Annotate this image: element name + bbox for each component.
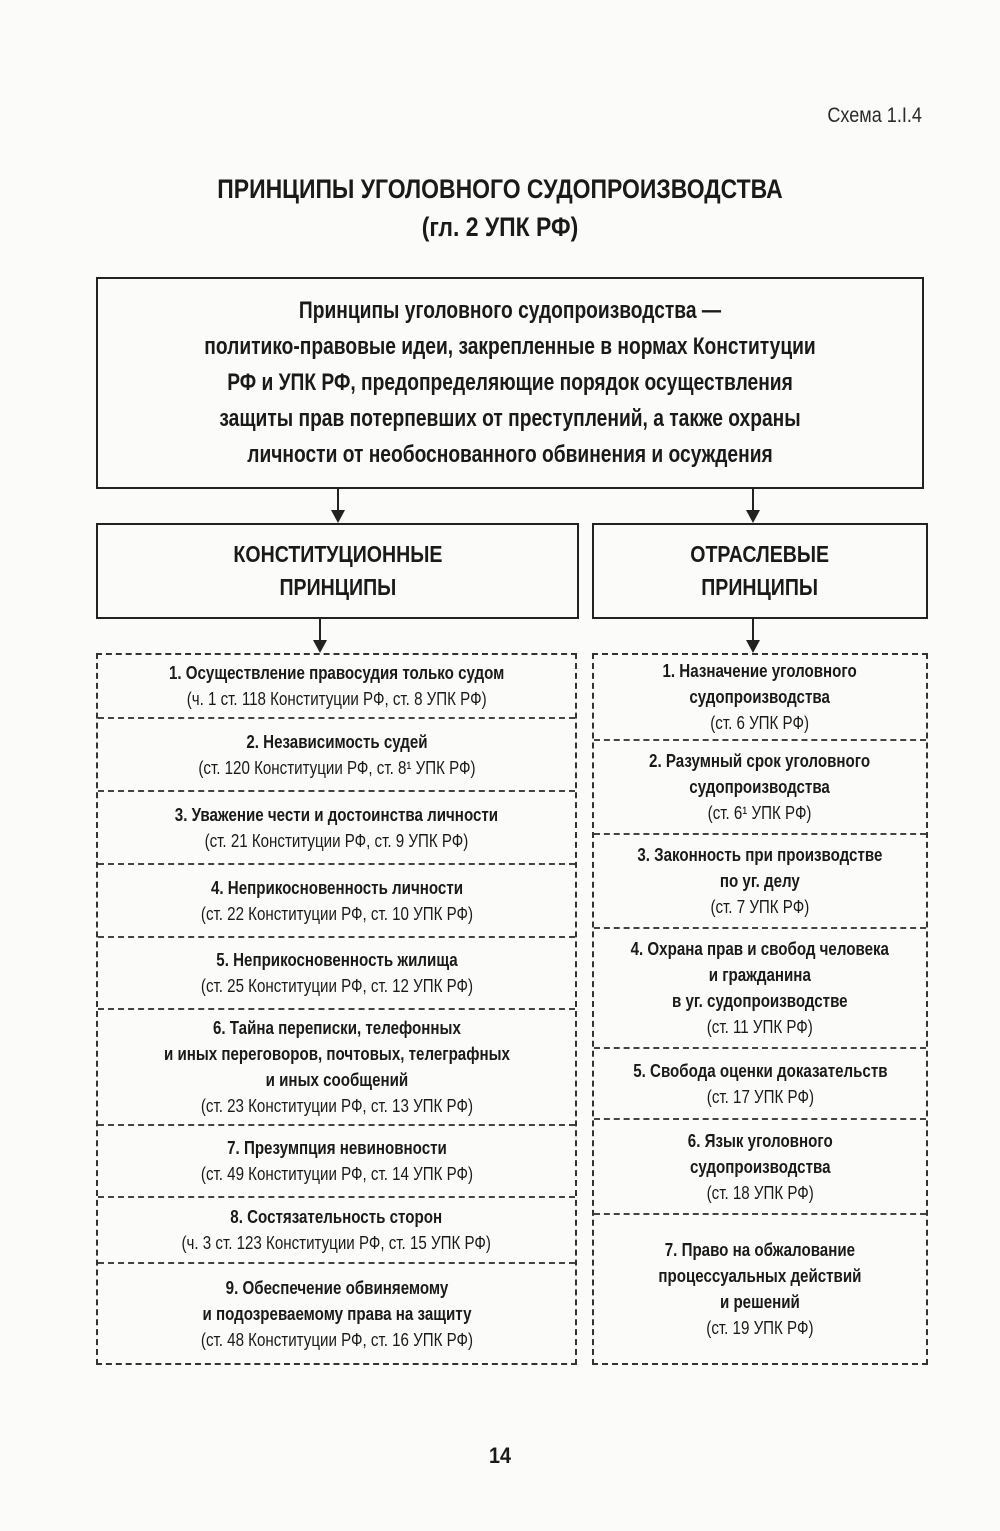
- principle-title: судопроизводства: [689, 1156, 831, 1177]
- sectoral-heading: [691, 538, 830, 604]
- principle-content: [658, 1237, 861, 1341]
- title-line-2: (гл. 2 УПК РФ): [421, 212, 579, 242]
- principle-title: в уг. судопроизводстве: [672, 991, 848, 1011]
- principle-reference: (ст. 23 Конституции РФ, ст. 13 УПК РФ): [200, 1096, 473, 1116]
- principle-item: [594, 929, 926, 1049]
- principle-content: [175, 802, 498, 854]
- principle-item: [594, 741, 926, 835]
- scheme-label: Схема 1.I.4: [827, 104, 922, 127]
- principle-item: [98, 1010, 575, 1126]
- principle-title: 1. Осуществление правосудия только судом: [168, 663, 505, 683]
- principle-item: [98, 865, 575, 938]
- principle-title: 2. Разумный срок уголовного: [649, 751, 871, 771]
- principle-item: [98, 1126, 575, 1198]
- principle-reference: (ст. 21 Конституции РФ, ст. 9 УПК РФ): [204, 830, 469, 851]
- principle-title: процессуальных действий: [658, 1266, 862, 1286]
- principle-title: 8. Состязательность сторон: [230, 1207, 443, 1227]
- principle-title: и иных сообщений: [265, 1070, 408, 1090]
- principle-item: [594, 1120, 926, 1215]
- page-number: 14: [488, 1443, 512, 1468]
- heading-line: ПРИНЦИПЫ: [279, 574, 396, 600]
- principle-title: 9. Обеспечение обвиняемому: [225, 1277, 448, 1298]
- principle-title: 5. Неприкосновенность жилища: [215, 950, 458, 970]
- principle-item: [594, 655, 926, 741]
- heading-line: ОТРАСЛЕВЫЕ: [690, 541, 830, 567]
- principle-content: [198, 729, 475, 781]
- principle-content: [688, 1128, 833, 1206]
- definition-line: политико-правовые идеи, закрепленные в нормах Конституции: [204, 333, 816, 360]
- principle-content: [200, 947, 472, 999]
- principle-title: и гражданина: [708, 965, 812, 985]
- principle-title: 3. Уважение чести и достоинства личности: [174, 804, 499, 825]
- principle-content: [200, 1275, 472, 1353]
- principle-reference: (ст. 6 УПК РФ): [710, 713, 810, 733]
- principle-content: [169, 660, 504, 712]
- principle-content: [649, 748, 870, 826]
- principle-item: [594, 1215, 926, 1363]
- principle-title: 7. Презумпция невиновности: [226, 1138, 447, 1158]
- principle-content: [637, 842, 882, 920]
- principle-title: 1. Назначение уголовного: [662, 661, 858, 681]
- principle-item: [594, 835, 926, 929]
- principle-item: [594, 1049, 926, 1120]
- definition-box: [96, 277, 924, 489]
- principle-title: 4. Охрана прав и свобод человека: [630, 939, 890, 959]
- principle-title: 6. Тайна переписки, телефонных: [212, 1018, 461, 1038]
- definition-line: защиты прав потерпевших от преступлений, а также охраны: [219, 405, 801, 432]
- principle-reference: (ст. 7 УПК РФ): [710, 897, 810, 917]
- definition-text: [138, 293, 882, 473]
- principle-reference: (ч. 1 ст. 118 Конституции РФ, ст. 8 УПК РФ): [186, 689, 487, 709]
- principle-item: [98, 719, 575, 792]
- principle-content: [200, 875, 472, 927]
- heading-line: КОНСТИТУЦИОННЫЕ: [233, 541, 442, 567]
- constitutional-principles-list: [96, 653, 577, 1365]
- principle-reference: (ст. 19 УПК РФ): [706, 1318, 814, 1338]
- title-line-1: ПРИНЦИПЫ УГОЛОВНОГО СУДОПРОИЗВОДСТВА: [217, 174, 783, 204]
- principle-title: и решений: [720, 1292, 800, 1312]
- diagram-title: [75, 170, 925, 246]
- heading-line: ПРИНЦИПЫ: [701, 574, 819, 600]
- principle-content: [631, 936, 889, 1040]
- principle-item: [98, 655, 575, 719]
- principle-content: [182, 1204, 491, 1256]
- principle-content: [200, 1135, 472, 1187]
- principle-reference: (ст. 48 Конституции РФ, ст. 16 УПК РФ): [200, 1329, 473, 1350]
- principle-item: [98, 938, 575, 1010]
- principle-reference: (ст. 18 УПК РФ): [706, 1182, 814, 1203]
- principle-reference: (ч. 3 ст. 123 Конституции РФ, ст. 15 УПК РФ): [181, 1233, 492, 1253]
- principle-content: [164, 1015, 510, 1119]
- constitutional-heading-box: [96, 523, 579, 619]
- principle-reference: (ст. 22 Конституции РФ, ст. 10 УПК РФ): [200, 903, 473, 924]
- principle-reference: (ст. 49 Конституции РФ, ст. 14 УПК РФ): [200, 1164, 473, 1184]
- principle-reference: (ст. 6¹ УПК РФ): [708, 803, 812, 823]
- principle-item: [98, 1198, 575, 1264]
- principle-reference: (ст. 11 УПК РФ): [706, 1017, 814, 1037]
- principle-title: 6. Язык уголовного: [687, 1130, 833, 1151]
- constitutional-heading: [233, 538, 442, 604]
- principle-item: [98, 792, 575, 865]
- principle-title: и иных переговоров, почтовых, телеграфных: [163, 1044, 510, 1064]
- sectoral-heading-box: [592, 523, 928, 619]
- principle-content: [663, 658, 857, 736]
- principle-title: судопроизводства: [689, 777, 831, 797]
- principle-title: 5. Свобода оценки доказательств: [632, 1060, 888, 1081]
- definition-line: личности от необоснованного обвинения и осуждения: [247, 441, 773, 468]
- principle-title: 4. Неприкосновенность личности: [210, 877, 463, 898]
- principle-title: 3. Законность при производстве: [637, 845, 883, 865]
- principle-title: 2. Независимость судей: [245, 731, 428, 752]
- definition-line: Принципы уголовного судопроизводства —: [298, 297, 722, 324]
- principle-title: судопроизводства: [689, 687, 831, 707]
- sectoral-principles-list: [592, 653, 928, 1365]
- principle-title: по уг. делу: [719, 871, 800, 891]
- principle-title: и подозреваемому права на защиту: [201, 1303, 471, 1324]
- principle-content: [633, 1058, 887, 1110]
- principle-reference: (ст. 120 Конституции РФ, ст. 8¹ УПК РФ): [197, 757, 476, 778]
- principle-title: 7. Право на обжалование: [664, 1240, 856, 1260]
- principle-item: [98, 1264, 575, 1363]
- definition-line: РФ и УПК РФ, предопределяющие порядок осуществления: [227, 369, 793, 396]
- principle-reference: (ст. 17 УПК РФ): [706, 1086, 814, 1107]
- principle-reference: (ст. 25 Конституции РФ, ст. 12 УПК РФ): [200, 976, 473, 996]
